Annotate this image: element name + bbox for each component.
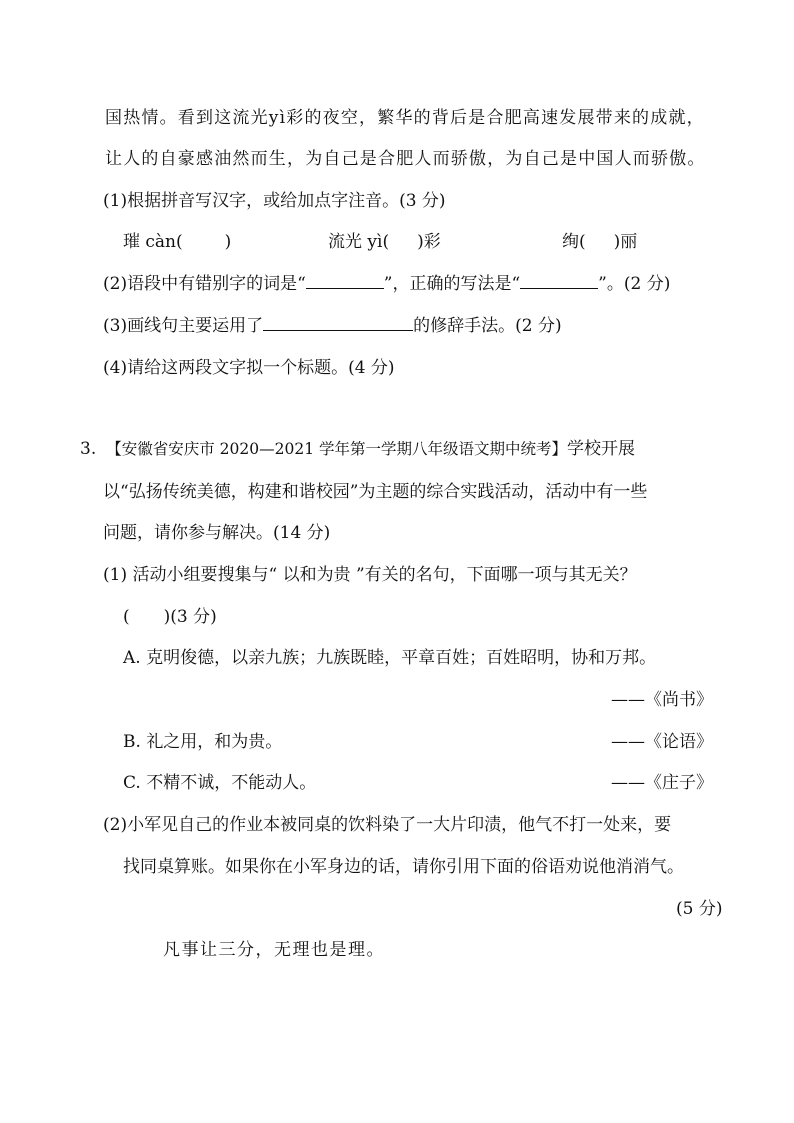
q2-sub2: (2)语段中有错别字的词是“ ”，正确的写法是“ ”。(2 分) <box>103 274 671 294</box>
q2-item-1: 璀 càn( ) <box>123 232 232 252</box>
q3-sub2-score: (5 分) <box>676 899 723 919</box>
wrong-word-blank[interactable] <box>306 272 384 289</box>
option-b[interactable]: B. 礼之用，和为贵。 <box>123 732 283 752</box>
q2-sub4: (4)请给这两段文字拟一个标题。(4 分) <box>103 358 395 378</box>
passage-line-1: 国热情。看到这流光yì彩的夜空，繁华的背后是合肥高速发展带来的成就， <box>105 108 705 128</box>
q3-sub2-line-1: (2)小军见自己的作业本被同桌的饮料染了一大片印渍，他气不打一处来，要 <box>103 815 672 835</box>
option-c-source: ——《庄子》 <box>611 773 713 793</box>
q3-sub1-answer[interactable]: ( )(3 分) <box>123 607 217 627</box>
q3-intro-2: 以“弘扬传统美德，构建和谐校园”为主题的综合实践活动，活动中有一些 <box>103 482 648 502</box>
q2-sub3: (3)画线句主要运用了 的修辞手法。(2 分) <box>103 316 562 336</box>
option-a[interactable]: A. 克明俊德，以亲九族；九族既睦，平章百姓；百姓昭明，协和万邦。 <box>123 648 657 668</box>
q2-sub1: (1)根据拼音写汉字，或给加点字注音。(3 分) <box>103 191 446 211</box>
rhetoric-blank[interactable] <box>263 314 413 331</box>
q3-sub1: (1) 活动小组要搜集与“ 以和为贵 ”有关的名句，下面哪一项与其无关？ <box>103 565 637 585</box>
option-c[interactable]: C. 不精不诚，不能动人。 <box>123 773 317 793</box>
passage-line-2: 让人的自豪感油然而生，为自己是合肥人而骄傲，为自己是中国人而骄傲。 <box>105 149 706 169</box>
correct-word-blank[interactable] <box>520 272 598 289</box>
q3-intro-3: 问题，请你参与解决。(14 分) <box>103 523 331 543</box>
q3-header: 3. 【安徽省安庆市 2020—2021 学年第一学期八年级语文期中统考】学校开展 <box>80 439 635 459</box>
q3-sub2-line-2: 找同桌算账。如果你在小军身边的话，请你引用下面的俗语劝说他消消气。 <box>123 857 684 877</box>
option-b-source: ——《论语》 <box>611 732 713 752</box>
option-a-source: ——《尚书》 <box>611 690 713 710</box>
q2-item-3: 绚( )丽 <box>562 232 638 252</box>
q2-item-2: 流光 yì( )彩 <box>328 232 441 252</box>
proverb: 凡事让三分，无理也是理。 <box>163 940 385 960</box>
